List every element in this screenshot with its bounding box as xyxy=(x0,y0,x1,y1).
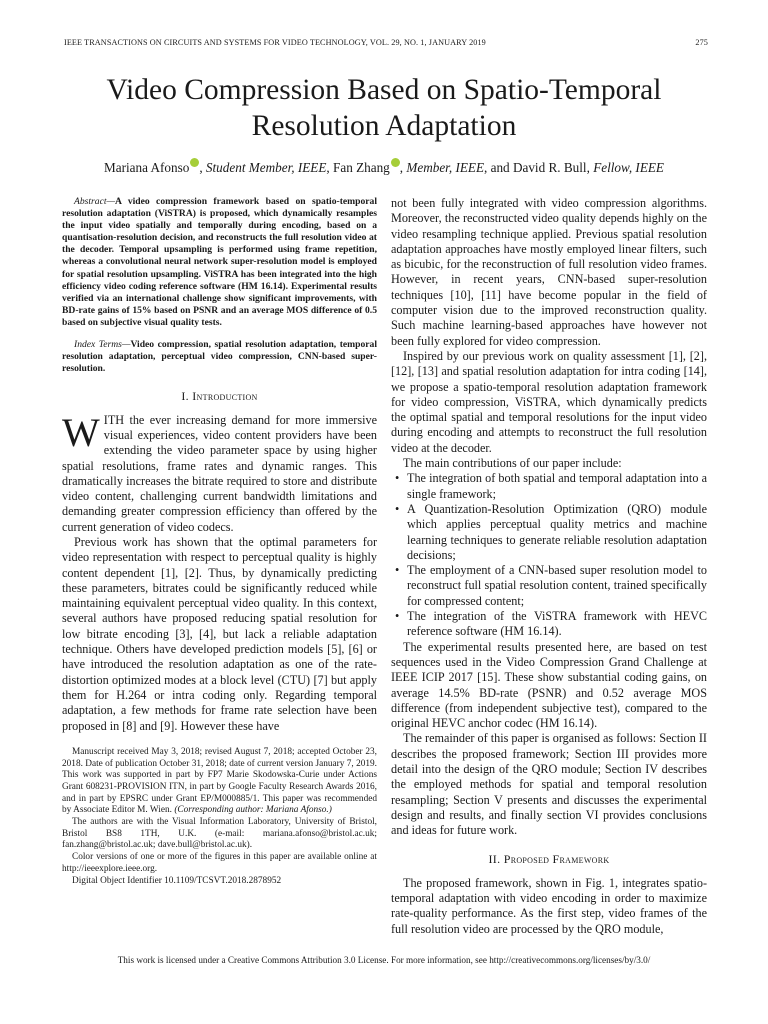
title-line-2: Resolution Adaptation xyxy=(251,110,517,142)
right-paragraph-2: Inspired by our previous work on quality assessment [1], [2], [12], [13] and spatial resolution adaptation for intra coding [14], we propose a spatio-temporal resolution adaptation framework for video compression, ViSTRA, which dynamically predicts the optimal spatial and temporal resolutions for the input video during encoding and attempts to reconstruct the full resolution video at the decoder. xyxy=(391,348,707,455)
contributions-list xyxy=(391,471,707,639)
author-2-role: Member, IEEE xyxy=(406,160,485,175)
author-3-role: Fellow, IEEE xyxy=(593,160,664,175)
page-number: 275 xyxy=(695,38,708,47)
list-item: • The integration of both spatial and temporal adaptation into a single framework; xyxy=(407,471,707,502)
title-line-1: Video Compression Based on Spatio-Temporal xyxy=(106,74,662,106)
list-item: • A Quantization-Resolution Optimization (QRO) module which applies perceptual quality metrics and machine learning techniques to generate reliable resolution adaptation decisions; xyxy=(407,502,707,563)
index-terms xyxy=(62,339,377,375)
section-title: Introduction xyxy=(192,389,258,404)
right-paragraph-1: not been fully integrated with video compression algorithms. Moreover, the reconstructed video quality depends highly on the video resampling technique applied. Previous spatial resolution adaptation approaches have mostly employed linear filters, such as bicubic, for the reconstruction of full resolution video frames. However, in recent years, CNN-based super-resolution techniques [10], [11] have become popular in the field of computer vision due to the improved reconstruction quality. Such machine learning-based approaches have however not been fully explored for video compression. xyxy=(391,196,707,348)
author-3-name: and David R. Bull, xyxy=(490,160,590,175)
abstract xyxy=(62,196,377,329)
author-2-name: Fan Zhang xyxy=(333,160,390,175)
right-paragraph-4: The experimental results presented here, are based on test sequences used in the Video Compression Grand Challenge at IEEE ICIP 2017 [15]. These show substantial coding gains, on average 14.5% BD-rate (PSNR) and 0.52 average MOS difference (from independent subjective test), compared to the original HEVC anchor codec (HM 16.14). xyxy=(391,639,707,731)
index-terms-label: Index Terms— xyxy=(74,339,131,351)
author-1-role: Student Member, IEEE xyxy=(205,160,327,175)
journal-name: IEEE TRANSACTIONS ON CIRCUITS AND SYSTEMS FOR VIDEO TECHNOLOGY, VOL. 29, NO. 1, JANUARY 2019 xyxy=(64,38,486,47)
running-header xyxy=(64,38,708,47)
license-notice: This work is licensed under a Creative Commons Attribution 3.0 License. For more information, see http://creativecommons.org/licenses/by/3.0/ xyxy=(117,955,651,965)
footnote-color-versions: Color versions of one or more of the figures in this paper are available online at http://ieeexplore.ieee.org. xyxy=(62,852,377,874)
section-number: II. xyxy=(488,852,501,867)
paper-title xyxy=(40,72,728,144)
section-heading-introduction xyxy=(62,389,377,404)
footnote-manuscript xyxy=(62,747,377,817)
section-heading-proposed-framework xyxy=(391,852,707,867)
index-terms-text: Video compression, spatial resolution adaptation, temporal resolution adaptation, perceptual video compression, CNN-based super-resolution. xyxy=(62,339,377,375)
list-item: • The employment of a CNN-based super resolution model to reconstruct full spatial resolution content, trained specifically for compressed content; xyxy=(407,563,707,609)
left-column xyxy=(62,196,377,887)
orcid-icon[interactable] xyxy=(190,158,199,167)
footnote-manuscript-text: Manuscript received May 3, 2018; revised August 7, 2018; accepted October 23, 2018. Date of publication October 31, 2018; date of current version January 7, 2019. This work was supported in part by FP7 Marie Skodowska-Curie under Actions Grant 608231-PROVISION ITN, in part by Google Faculty Research Awards 2016, and in part by EPSRC under Grant EP/M000885/1. This paper was recommended by Associate Editor M. Wien. xyxy=(62,746,377,816)
abstract-label: Abstract— xyxy=(74,196,116,207)
footnotes xyxy=(62,747,377,887)
section-title: Proposed Framework xyxy=(503,852,610,867)
right-paragraph-3: The main contributions of our paper include: xyxy=(403,456,622,471)
abstract-text: A video compression framework based on spatio-temporal resolution adaptation (ViSTRA) is proposed, which dynamically resamples the input video spatially and temporally during encoding, based on a quantisation-resolution decision, and reconstructs the full resolution video at the decoder. Temporal upsampling is performed using frame repetition, whereas a convolutional neural network super-resolution model is employed for spatial resolution upsampling. ViSTRA has been integrated into the high efficiency video coding reference software (HM 16.14). Experimental results verified via an international challenge show significant improvements, with BD-rate gains of 15% based on PSNR and an average MOS difference of 0.5 based on subjective visual quality tests. xyxy=(62,196,377,328)
intro-paragraph-1 xyxy=(62,409,377,535)
author-1-name: Mariana Afonso xyxy=(103,160,190,175)
drop-cap: W xyxy=(62,409,100,455)
corresponding-author: (Corresponding author: Mariana Afonso.) xyxy=(174,805,332,816)
footnote-affiliation: The authors are with the Visual Information Laboratory, University of Bristol, Bristol BS8 1TH, U.K. (e-mail: mariana.afonso@bristol.ac.uk; fan.zhang@bristol.ac.uk; dave.bull@bristol.ac.uk). xyxy=(62,817,377,851)
author-list: Mariana Afonso , Student Member, IEEE, Fan Zhang , Member, IEEE, and David R. Bull, Fellow, IEEE xyxy=(103,160,664,175)
intro-paragraph-2: Previous work has shown that the optimal parameters for video representation with respect to perceptual quality is highly content dependent [1], [2]. Thus, by dynamically predicting these parameters, bitrates could be significantly reduced while maintaining equivalent perceptual video quality. In this context, several authors have proposed reducing spatial resolution for low bitrate encoding [3], [4], but lack a reliable adaptation technique. Others have developed prediction models [5], [6] or have introduced the resolution adaptation as one of the rate-distortion optimized modes at a block level (CTU) [7] but apply them for H.264 or intra coding only. Regarding temporal adaptation, a few methods for frame rate selection have been proposed in [8] and [9]. However these have xyxy=(62,534,377,733)
right-column xyxy=(391,196,707,937)
intro-paragraph-1-text: ITH the ever increasing demand for more immersive visual experiences, video content providers have been extending the video parameter space by using higher spatial resolutions, frame rates and dynamic ranges. This dramatically increases the bitrate required to store and distribute video content, challenging current bandwidth limitations and demanding greater compression efficiency than offered by the current generation of video codecs. xyxy=(62,412,377,534)
footnote-doi: Digital Object Identifier 10.1109/TCSVT.2018.2878952 xyxy=(72,875,282,886)
right-paragraph-5: The remainder of this paper is organised as follows: Section II describes the proposed framework; Section III provides more detail into the design of the QRO module; Section IV describes the employed methods for spatial and temporal resolution resampling; Section V presents and discusses the experimental design and results, and finally section VI provides conclusions and ideas for future work. xyxy=(391,731,707,838)
section-number: I. xyxy=(181,389,189,404)
list-item: • The integration of the ViSTRA framework with HEVC reference software (HM 16.14). xyxy=(407,609,707,640)
framework-paragraph-1: The proposed framework, shown in Fig. 1, integrates spatio-temporal adaptation with video encoding in order to maximize rate-quality performance. As the first step, video frames of the full resolution video are processed by the QRO module, xyxy=(391,875,707,936)
orcid-icon[interactable] xyxy=(391,158,400,167)
